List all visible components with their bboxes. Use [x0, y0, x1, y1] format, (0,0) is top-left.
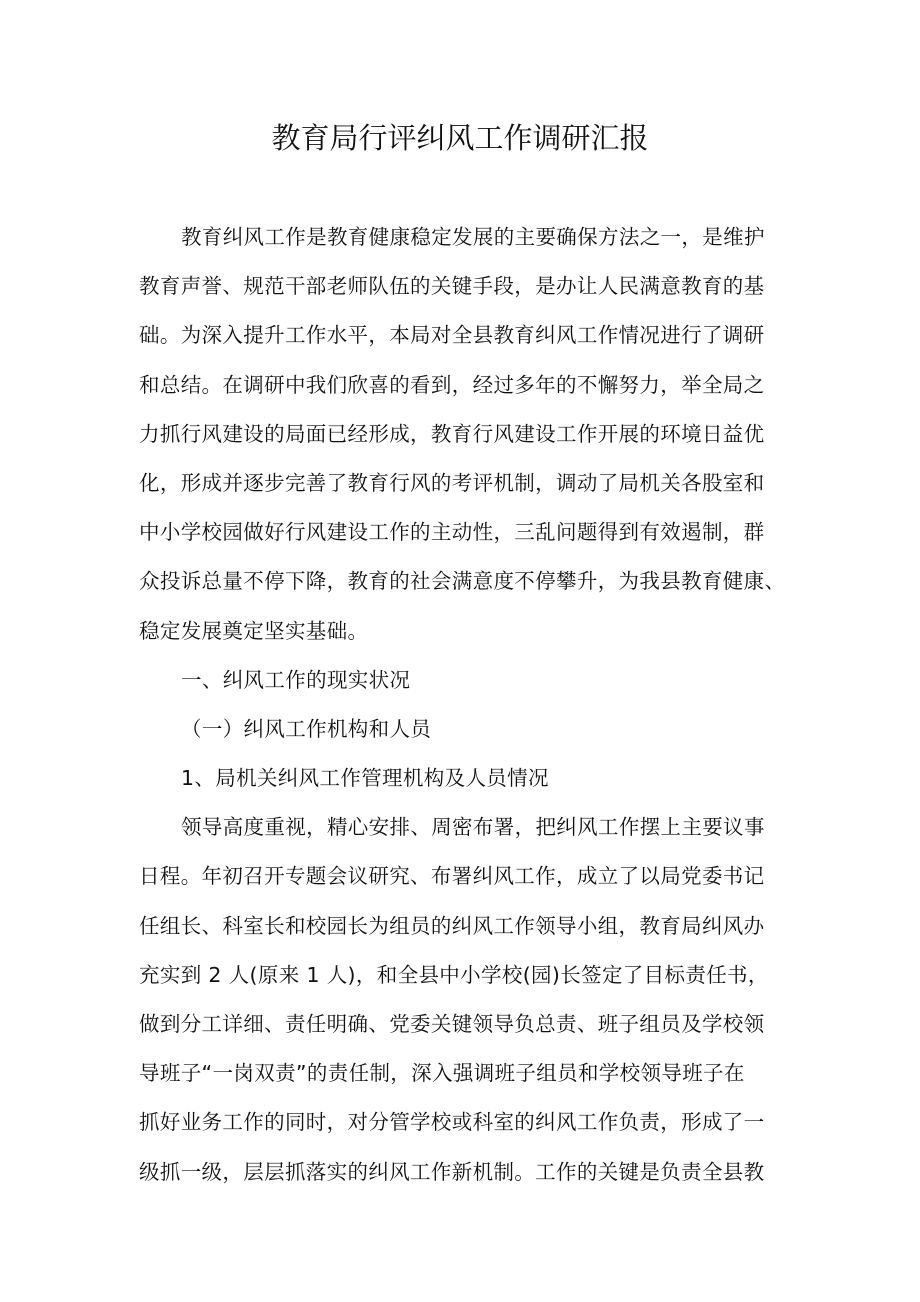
text-line: 和总结。在调研中我们欣喜的看到，经过多年的不懈努力，举全局之 [139, 372, 765, 397]
text-line: 教育纠风工作是教育健康稳定发展的主要确保方法之一，是维护 [181, 225, 765, 249]
document-body [139, 213, 789, 1197]
text-line: 级抓一级，层层抓落实的纠风工作新机制。工作的关键是负责全县教 [139, 1159, 765, 1184]
text-line: 充实到 2 人(原来 1 人)，和全县中小学校(园)长签定了目标责任书， [139, 962, 769, 987]
text-line: 稳定发展奠定坚实基础。 [139, 618, 369, 643]
text-line: 中小学校园做好行风建设工作的主动性，三乱问题得到有效遏制，群 [139, 520, 765, 545]
text-line: 日程。年初召开专题会议研究、布署纠风工作，成立了以局党委书记 [139, 864, 765, 889]
text-line: 力抓行风建设的局面已经形成，教育行风建设工作开展的环境日益优 [139, 421, 765, 446]
text-line: 础。为深入提升工作水平，本局对全县教育纠风工作情况进行了调研 [139, 323, 765, 348]
text-line: 众投诉总量不停下降，教育的社会满意度不停攀升，为我县教育健康、 [139, 569, 786, 594]
text-line: 教育声誉、规范干部老师队伍的关键手段，是办让人民满意教育的基 [139, 274, 765, 299]
sub-subsection-heading: 1、局机关纠风工作管理机构及人员情况 [181, 766, 549, 791]
text-line: 化，形成并逐步完善了教育行风的考评机制，调动了局机关各股室和 [139, 470, 765, 495]
document-title: 教育局行评纠风工作调研汇报 [271, 121, 649, 155]
text-line: 领导高度重视，精心安排、周密布署，把纠风工作摆上主要议事 [181, 815, 765, 840]
text-line: 做到分工详细、责任明确、党委关键领导负总责、班子组员及学校领 [139, 1012, 765, 1036]
text-line: 导班子“一岗双责”的责任制，深入强调班子组员和学校领导班子在 [139, 1061, 745, 1086]
text-line: 任组长、科室长和校园长为组员的纠风工作领导小组，教育局纠风办 [139, 913, 765, 938]
section-heading: 一、纠风工作的现实状况 [181, 667, 411, 692]
text-line: 抓好业务工作的同时，对分管学校或科室的纠风工作负责，形成了一 [139, 1110, 765, 1135]
subsection-heading: （一）纠风工作机构和人员 [181, 716, 432, 741]
